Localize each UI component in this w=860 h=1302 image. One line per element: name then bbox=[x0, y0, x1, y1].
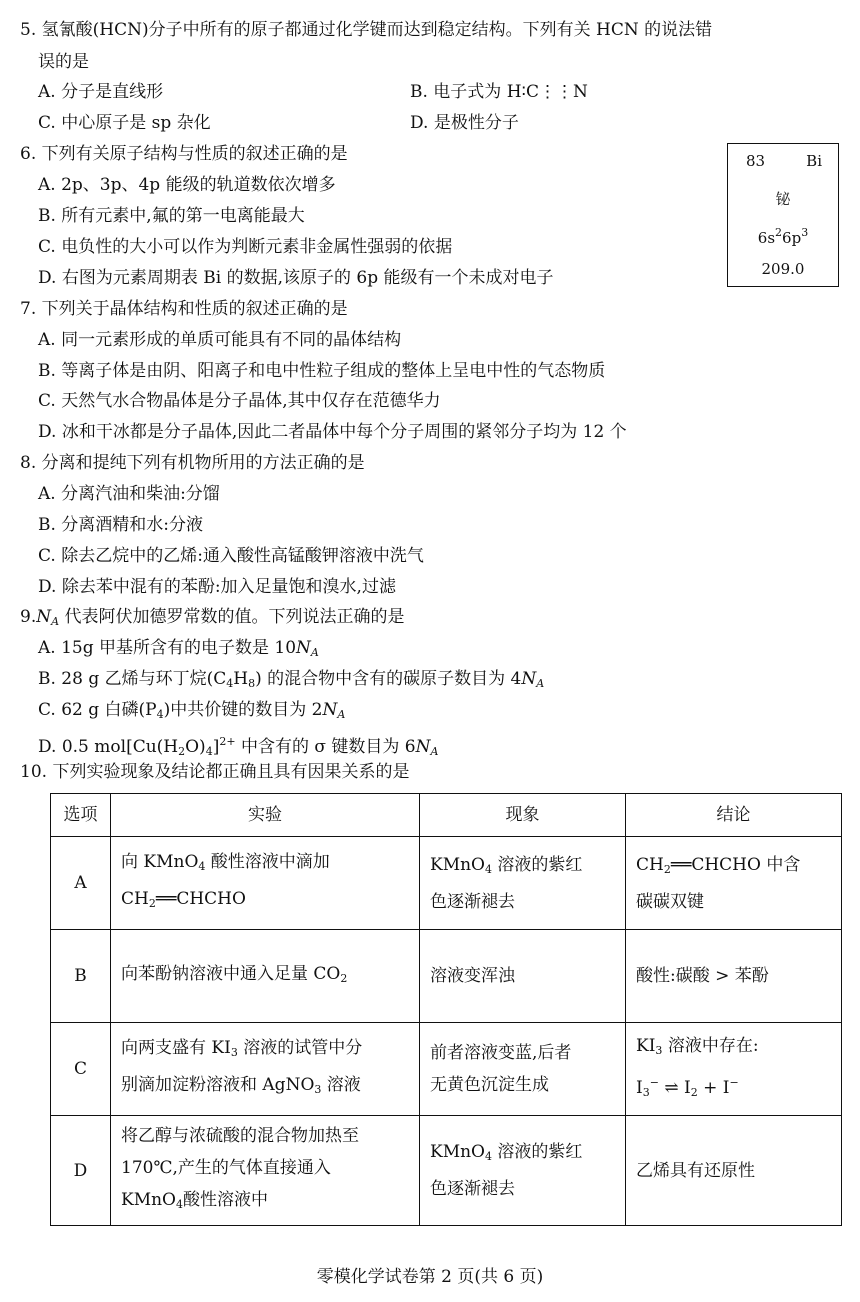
q7-option-c: C. 天然气水合物晶体是分子晶体,其中仅存在范德华力 bbox=[38, 391, 441, 411]
q8-option-b: B. 分离酒精和水:分液 bbox=[38, 515, 204, 535]
row-a-option: A bbox=[51, 837, 111, 930]
header-option: 选项 bbox=[51, 794, 111, 837]
row-d-option: D bbox=[51, 1116, 111, 1226]
row-d-experiment: 将乙醇与浓硫酸的混合物加热至 170℃,产生的气体直接通入 KMnO$_4$酸性溶液中 bbox=[111, 1116, 420, 1226]
row-a-experiment: 向 KMnO$_4$ 酸性溶液中滴加 $CH_2══CHCHO$ bbox=[111, 837, 420, 930]
q9-option-c: C. 62 g 白磷$(P_4)$中共价键的数目为 $2N_A$ bbox=[38, 700, 346, 721]
q8-option-c: C. 除去乙烷中的乙烯:通入酸性高锰酸钾溶液中洗气 bbox=[38, 546, 424, 566]
q10-stem: 10. 下列实验现象及结论都正确且具有因果关系的是 bbox=[20, 762, 410, 782]
q5-stem-line2: 误的是 bbox=[38, 52, 89, 72]
table-row bbox=[51, 1023, 842, 1116]
q5-stem-line1: 5. 氢氰酸(HCN)分子中所有的原子都通过化学键而达到稳定结构。下列有关 HCN 的说法错 bbox=[20, 20, 713, 40]
q5-option-c: C. 中心原子是 sp 杂化 bbox=[38, 113, 211, 133]
q9-stem: $9.N_A$ 代表阿伏加德罗常数的值。下列说法正确的是 bbox=[20, 607, 405, 628]
table-row bbox=[51, 1116, 842, 1226]
q9-option-a: A. 15g 甲基所含有的电子数是 $10N_A$ bbox=[38, 638, 319, 659]
experiment-table bbox=[50, 793, 842, 1226]
atomic-mass: 209.0 bbox=[761, 260, 805, 278]
q9-option-b: B. 28 g 乙烯与环丁烷$(C_4H_8)$ 的混合物中含有的碳原子数目为 $4N_A$ bbox=[38, 669, 545, 690]
row-c-phenomenon: 前者溶液变蓝,后者 无黄色沉淀生成 bbox=[420, 1023, 626, 1116]
q7-stem: 7. 下列关于晶体结构和性质的叙述正确的是 bbox=[20, 299, 348, 319]
header-conclusion: 结论 bbox=[626, 794, 842, 837]
q5-option-d: D. 是极性分子 bbox=[410, 113, 519, 133]
q6-option-a: A. 2p、3p、4p 能级的轨道数依次增多 bbox=[38, 175, 336, 195]
q7-option-a: A. 同一元素形成的单质可能具有不同的晶体结构 bbox=[38, 330, 402, 350]
row-d-phenomenon: KMnO$_4$ 溶液的紫红 色逐渐褪去 bbox=[420, 1116, 626, 1226]
q6-option-c: C. 电负性的大小可以作为判断元素非金属性强弱的依据 bbox=[38, 237, 453, 257]
q7-option-b: B. 等离子体是由阴、阳离子和电中性粒子组成的整体上呈电中性的气态物质 bbox=[38, 361, 606, 381]
header-phenomenon: 现象 bbox=[420, 794, 626, 837]
table-row bbox=[51, 837, 842, 930]
element-symbol: Bi bbox=[806, 152, 822, 170]
row-b-conclusion: 酸性:碳酸 > 苯酚 bbox=[626, 930, 842, 1023]
q5-option-a: A. 分子是直线形 bbox=[38, 82, 164, 102]
element-name: 铋 bbox=[775, 190, 791, 208]
q5-option-b: B. 电子式为 H∶C⋮⋮N bbox=[410, 82, 588, 102]
q8-stem: 8. 分离和提纯下列有机物所用的方法正确的是 bbox=[20, 453, 365, 473]
row-d-conclusion: 乙烯具有还原性 bbox=[626, 1116, 842, 1226]
q7-option-d: D. 冰和干冰都是分子晶体,因此二者晶体中每个分子周围的紧邻分子均为 12 个 bbox=[38, 422, 627, 442]
row-c-experiment: 向两支盛有 $KI_3$ 溶液的试管中分 别滴加淀粉溶液和 AgNO$_3$ 溶液 bbox=[111, 1023, 420, 1116]
row-b-phenomenon: 溶液变浑浊 bbox=[420, 930, 626, 1023]
q8-option-d: D. 除去苯中混有的苯酚:加入足量饱和溴水,过滤 bbox=[38, 577, 396, 597]
q6-option-b: B. 所有元素中,氟的第一电离能最大 bbox=[38, 206, 305, 226]
row-b-experiment: 向苯酚钠溶液中通入足量 $CO_2$ bbox=[111, 930, 420, 1023]
q6-stem: 6. 下列有关原子结构与性质的叙述正确的是 bbox=[20, 144, 348, 164]
row-b-option: B bbox=[51, 930, 111, 1023]
table-header-row bbox=[51, 794, 842, 837]
row-a-conclusion: $CH_2══CHCHO$ 中含 碳碳双键 bbox=[626, 837, 842, 930]
atomic-number: 83 bbox=[746, 152, 766, 170]
q6-option-d: D. 右图为元素周期表 Bi 的数据,该原子的 6p 能级有一个未成对电子 bbox=[38, 268, 554, 288]
row-c-option: C bbox=[51, 1023, 111, 1116]
bismuth-periodic-table-card bbox=[727, 143, 839, 287]
q9-option-d: D. 0.5 $mol[Cu(H_2O)_4]^{2+}$ 中含有的 σ 键数目为 $6N_A$ bbox=[38, 735, 439, 758]
q8-option-a: A. 分离汽油和柴油:分馏 bbox=[38, 484, 220, 504]
page-footer: 零模化学试卷第 2 页(共 6 页) bbox=[316, 1267, 544, 1287]
table-row bbox=[51, 930, 842, 1023]
header-experiment: 实验 bbox=[111, 794, 420, 837]
row-a-phenomenon: KMnO$_4$ 溶液的紫红 色逐渐褪去 bbox=[420, 837, 626, 930]
electron-configuration: $6s^26p^3$ bbox=[757, 226, 809, 247]
row-c-conclusion: $KI_3$ 溶液中存在: $I_3^-$ ⇌ $I_2 + I^-$ bbox=[626, 1023, 842, 1116]
